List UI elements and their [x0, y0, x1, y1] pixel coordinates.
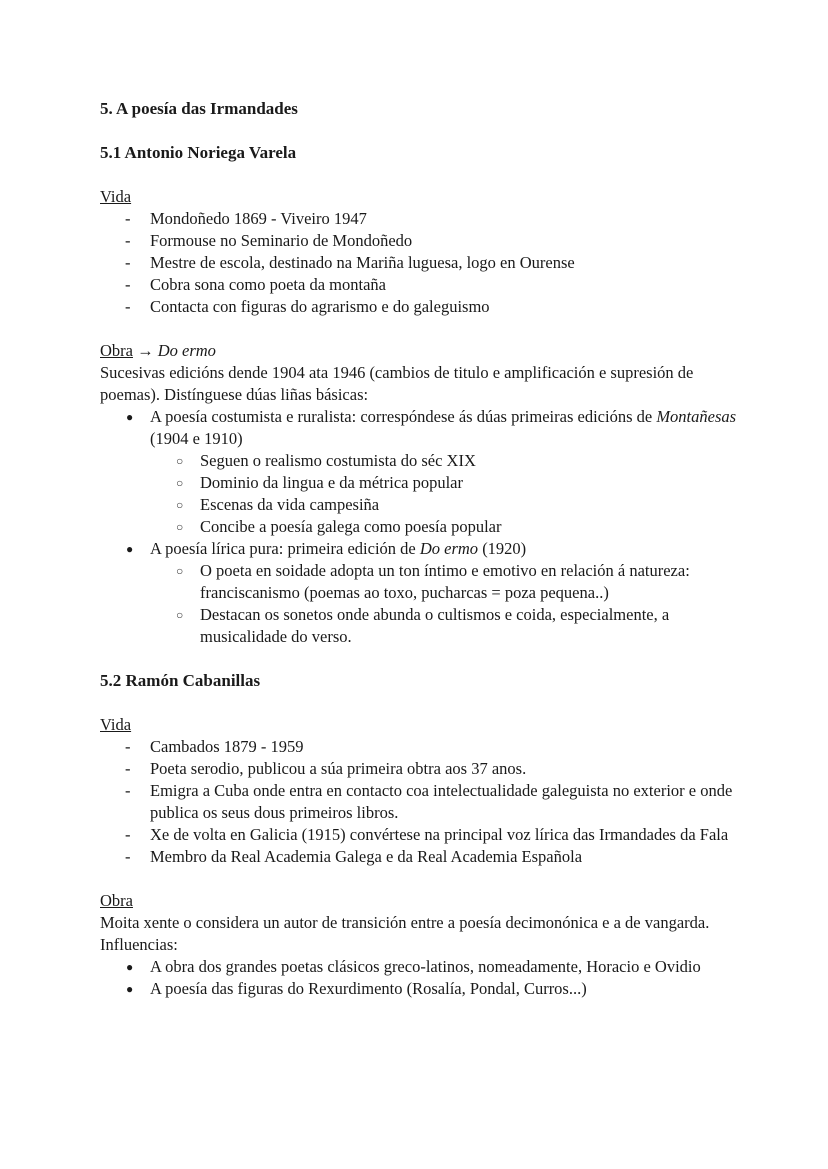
list-item: ● A obra dos grandes poetas clásicos greco-latinos, nomeadamente, Horacio e Ovidio [126, 957, 701, 976]
obra-heading-noriega [100, 340, 740, 362]
arrow-icon: → [132, 341, 158, 360]
list-item: - Xe de volta en Galicia (1915) convértese na principal voz lírica das Irmandades da Fala [125, 825, 729, 844]
circle-icon: ○ [176, 476, 184, 490]
document-page [100, 98, 740, 1000]
list-item: - Cobra sona como poeta da montaña [125, 275, 386, 294]
bullet-icon: ● [126, 542, 134, 556]
list-item: - Cambados 1879 - 1959 [125, 737, 304, 756]
list-item: - Formouse no Seminario de Mondoñedo [125, 231, 413, 250]
obra-label: Obra [100, 341, 133, 360]
obra-intro: Moita xente o considera un autor de transición entre a poesía decimonónica e a de vangarda. Influencias: [100, 913, 710, 954]
circle-icon: ○ [176, 520, 184, 534]
obra-label: Obra [100, 891, 133, 910]
sub-list-item: ○ Concibe a poesía galega como poesía popular [176, 517, 502, 536]
sub-list-item: ○ Escenas da vida campesiña [176, 495, 380, 514]
vida-list-noriega [100, 208, 740, 318]
obra-intro: Sucesivas edicións dende 1904 ata 1946 (cambios de titulo e amplificación e supresión de poemas). Distínguese dúas liñas básicas: [100, 363, 694, 404]
list-item: - Contacta con figuras do agrarismo e do galeguismo [125, 297, 490, 316]
vida-list-cabanillas [100, 736, 740, 868]
page-title: 5. A poesía das Irmandades [100, 99, 298, 118]
list-item: ● A poesía costumista e ruralista: correspóndese ás dúas primeiras edicións de Montañesas (1904 e 1910) ○ Seguen o realismo costumista do séc XIX ○ Dominio da lingua e da métrica popular ○ Escenas da vida campesiña ○ Concibe a poesía galega como poesía popular [100, 406, 740, 538]
sub-list-item: ○ Destacan os sonetos onde abunda o cultismos e coida, especialmente, a musicalidade do verso. [176, 605, 670, 646]
bullet-icon: ● [126, 410, 134, 424]
section-heading-cabanillas: 5.2 Ramón Cabanillas [100, 671, 261, 690]
sub-list [150, 450, 740, 538]
list-item: - Mestre de escola, destinado na Mariña luguesa, logo en Ourense [125, 253, 575, 272]
sub-list-item: ○ O poeta en soidade adopta un ton íntimo e emotivo en relación á natureza: franciscanismo (poemas ao toxo, pucharcas = poza pequena..) [176, 561, 690, 602]
bullet-icon: ● [126, 982, 134, 996]
circle-icon: ○ [176, 564, 184, 578]
bullet-icon: ● [126, 960, 134, 974]
vida-label: Vida [100, 715, 132, 734]
list-item: - Poeta serodio, publicou a súa primeira obtra aos 37 anos. [125, 759, 527, 778]
circle-icon: ○ [176, 498, 184, 512]
list-item: ● A poesía lírica pura: primeira edición de Do ermo (1920) ○ O poeta en soidade adopta un ton íntimo e emotivo en relación á natureza: franciscanismo (poemas ao toxo, pucharcas = poza pequena..) ○ Destacan os sonetos onde abunda o cultismos e coida, especialmente, a musicalidade do verso. [100, 538, 740, 648]
section-heading-noriega: 5.1 Antonio Noriega Varela [100, 143, 297, 162]
list-item: ● A poesía das figuras do Rexurdimento (Rosalía, Pondal, Curros...) [126, 979, 587, 998]
list-item: - Membro da Real Academia Galega e da Real Academia Española [125, 847, 583, 866]
sub-list [150, 560, 740, 648]
obra-title: Do ermo [157, 341, 216, 360]
influences-list [100, 956, 740, 1000]
vida-label: Vida [100, 187, 132, 206]
sub-list-item: ○ Seguen o realismo costumista do séc XIX [176, 451, 476, 470]
list-item: - Emigra a Cuba onde entra en contacto coa intelectualidade galeguista no exterior e onde publica os seus dous primeiros libros. [125, 781, 733, 822]
circle-icon: ○ [176, 608, 184, 622]
sub-list-item: ○ Dominio da lingua e da métrica popular [176, 473, 464, 492]
list-item: - Mondoñedo 1869 - Viveiro 1947 [125, 209, 367, 228]
lines-list [100, 406, 740, 648]
circle-icon: ○ [176, 454, 184, 468]
